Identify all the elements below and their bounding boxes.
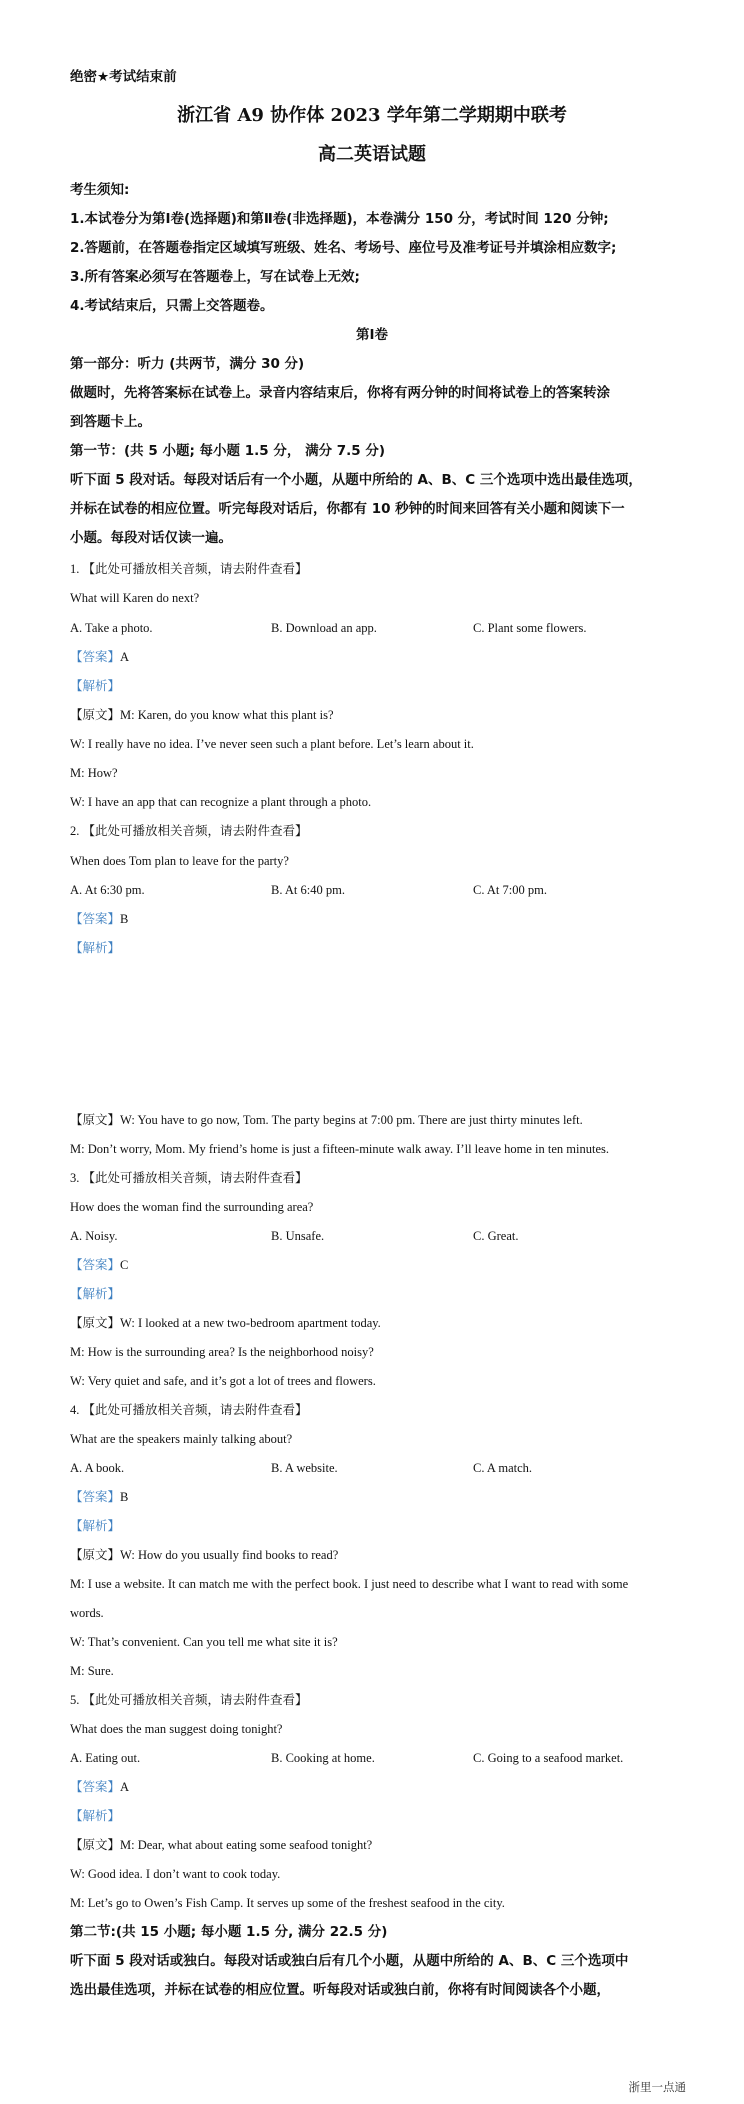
transcript-line: M: Let’s go to Owen’s Fish Camp. It serves up some of the freshest seafood in the city. [70, 1896, 505, 1910]
notice-item: 3.所有答案必须写在答题卷上，写在试卷上无效; [70, 269, 360, 285]
question-number: 4. 【此处可播放相关音频，请去附件查看】 [70, 1403, 308, 1417]
question-stem: How does the woman find the surrounding area? [70, 1200, 314, 1214]
original-label: 【原文】 [70, 708, 121, 722]
part-intro: 做题时，先将答案标在试卷上。录音内容结束后，你将有两分钟的时间将试卷上的答案转涂 [70, 385, 610, 401]
question-number: 3. 【此处可播放相关音频，请去附件查看】 [70, 1171, 308, 1185]
transcript-line: W: Very quiet and safe, and it’s got a lot of trees and flowers. [70, 1374, 376, 1388]
part-heading: 第一部分：听力 (共两节，满分 30 分) [70, 356, 305, 372]
option-a: A. A book. [70, 1461, 125, 1475]
option-c: C. At 7:00 pm. [473, 883, 547, 897]
analysis-label: 【解析】 [70, 941, 121, 955]
transcript-text: M: Dear, what about eating some seafood tonight? [120, 1838, 373, 1852]
question-stem: When does Tom plan to leave for the party? [70, 854, 289, 868]
answer-label: 【答案】 [70, 912, 121, 926]
transcript-line: M: How? [70, 766, 118, 780]
transcript-text: W: How do you usually find books to read? [120, 1548, 339, 1562]
footer-brand: 浙里一点通 [628, 2080, 686, 2094]
option-b: B. Unsafe. [271, 1229, 325, 1243]
option-c: C. Going to a seafood market. [473, 1751, 624, 1765]
transcript-line: words. [70, 1606, 104, 1620]
original-label: 【原文】 [70, 1548, 121, 1562]
transcript-line: W: That’s convenient. Can you tell me what site it is? [70, 1635, 338, 1649]
answer-label: 【答案】 [70, 1258, 121, 1272]
answer-value: A [120, 650, 130, 664]
answer-value: C [120, 1258, 129, 1272]
question-number: 1. 【此处可播放相关音频，请去附件查看】 [70, 562, 308, 576]
section2-title: 第二节:(共 15 小题; 每小题 1.5 分, 满分 22.5 分) [70, 1924, 388, 1940]
option-a: A. Eating out. [70, 1751, 141, 1765]
transcript-line: M: How is the surrounding area? Is the neighborhood noisy? [70, 1345, 374, 1359]
transcript-line: W: I really have no idea. I’ve never seen such a plant before. Let’s learn about it. [70, 737, 474, 751]
answer-value: B [120, 1490, 129, 1504]
option-c: C. A match. [473, 1461, 533, 1475]
analysis-label: 【解析】 [70, 1287, 121, 1301]
original-label: 【原文】 [70, 1316, 121, 1330]
transcript-line: M: Don’t worry, Mom. My friend’s home is just a fifteen-minute walk away. I’ll leave home in ten minutes. [70, 1142, 610, 1156]
option-a: A. Noisy. [70, 1229, 118, 1243]
notice-heading: 考生须知: [70, 182, 130, 198]
transcript-line [70, 1839, 690, 1852]
transcript-line: W: Good idea. I don’t want to cook today. [70, 1867, 281, 1881]
option-b: B. A website. [271, 1461, 338, 1475]
transcript-line [70, 1114, 690, 1127]
option-b: B. Download an app. [271, 621, 377, 635]
section1-intro: 并标在试卷的相应位置。听完每段对话后，你都有 10 秒钟的时间来回答有关小题和阅读下一 [70, 501, 625, 517]
answer-line [70, 1781, 690, 1794]
section2-intro: 选出最佳选项，并标在试卷的相应位置。听每段对话或独白前，你将有时间阅读各个小题， [70, 1982, 610, 1998]
option-c: C. Great. [473, 1229, 519, 1243]
question-stem: What will Karen do next? [70, 591, 200, 605]
transcript-line: M: I use a website. It can match me with the perfect book. I just need to describe what I want to read with some [70, 1577, 629, 1591]
option-b: B. At 6:40 pm. [271, 883, 345, 897]
original-label: 【原文】 [70, 1113, 121, 1127]
transcript-text: M: Karen, do you know what this plant is? [120, 708, 334, 722]
option-c: C. Plant some flowers. [473, 621, 587, 635]
question-number: 5. 【此处可播放相关音频，请去附件查看】 [70, 1693, 308, 1707]
section1-intro: 听下面 5 段对话。每段对话后有一个小题，从题中所给的 A、B、C 三个选项中选出最佳选项， [70, 472, 642, 488]
notice-item: 4.考试结束后，只需上交答题卷。 [70, 298, 274, 314]
volume-heading: 第Ⅰ卷 [355, 327, 389, 343]
answer-label: 【答案】 [70, 650, 121, 664]
question-stem: What does the man suggest doing tonight? [70, 1722, 283, 1736]
original-label: 【原文】 [70, 1838, 121, 1852]
answer-line [70, 913, 690, 926]
option-a: A. Take a photo. [70, 621, 153, 635]
transcript-line [70, 709, 690, 722]
option-a: A. At 6:30 pm. [70, 883, 145, 897]
transcript-line: W: I have an app that can recognize a plant through a photo. [70, 795, 372, 809]
exam-subtitle: 高二英语试题 [318, 144, 426, 165]
answer-line [70, 651, 690, 664]
answer-value: B [120, 912, 129, 926]
answer-line [70, 1491, 690, 1504]
section1-title: 第一节：(共 5 小题; 每小题 1.5 分， 满分 7.5 分) [70, 443, 386, 459]
part-intro: 到答题卡上。 [70, 414, 151, 430]
option-b: B. Cooking at home. [271, 1751, 375, 1765]
answer-label: 【答案】 [70, 1490, 121, 1504]
notice-item: 1.本试卷分为第Ⅰ卷(选择题)和第Ⅱ卷(非选择题)，本卷满分 150 分，考试时间 120 分钟; [70, 211, 609, 227]
answer-value: A [120, 1780, 130, 1794]
question-number: 2. 【此处可播放相关音频，请去附件查看】 [70, 824, 308, 838]
notice-item: 2.答题前，在答题卷指定区域填写班级、姓名、考场号、座位号及准考证号并填涂相应数字; [70, 240, 617, 256]
transcript-text: W: You have to go now, Tom. The party begins at 7:00 pm. There are just thirty minutes left. [120, 1113, 583, 1127]
analysis-label: 【解析】 [70, 1519, 121, 1533]
section1-intro: 小题。每段对话仅读一遍。 [70, 530, 232, 546]
answer-line [70, 1259, 690, 1272]
transcript-text: W: I looked at a new two-bedroom apartment today. [120, 1316, 381, 1330]
question-stem: What are the speakers mainly talking about? [70, 1432, 293, 1446]
analysis-label: 【解析】 [70, 1809, 121, 1823]
analysis-label: 【解析】 [70, 679, 121, 693]
transcript-line [70, 1549, 690, 1562]
exam-title: 浙江省 A9 协作体 2023 学年第二学期期中联考 [177, 105, 567, 126]
transcript-line: M: Sure. [70, 1664, 114, 1678]
transcript-line [70, 1317, 690, 1330]
section2-intro: 听下面 5 段对话或独白。每段对话或独白后有几个小题，从题中所给的 A、B、C 三个选项中 [70, 1953, 629, 1969]
answer-label: 【答案】 [70, 1780, 121, 1794]
secret-label: 绝密★考试结束前 [70, 69, 177, 85]
